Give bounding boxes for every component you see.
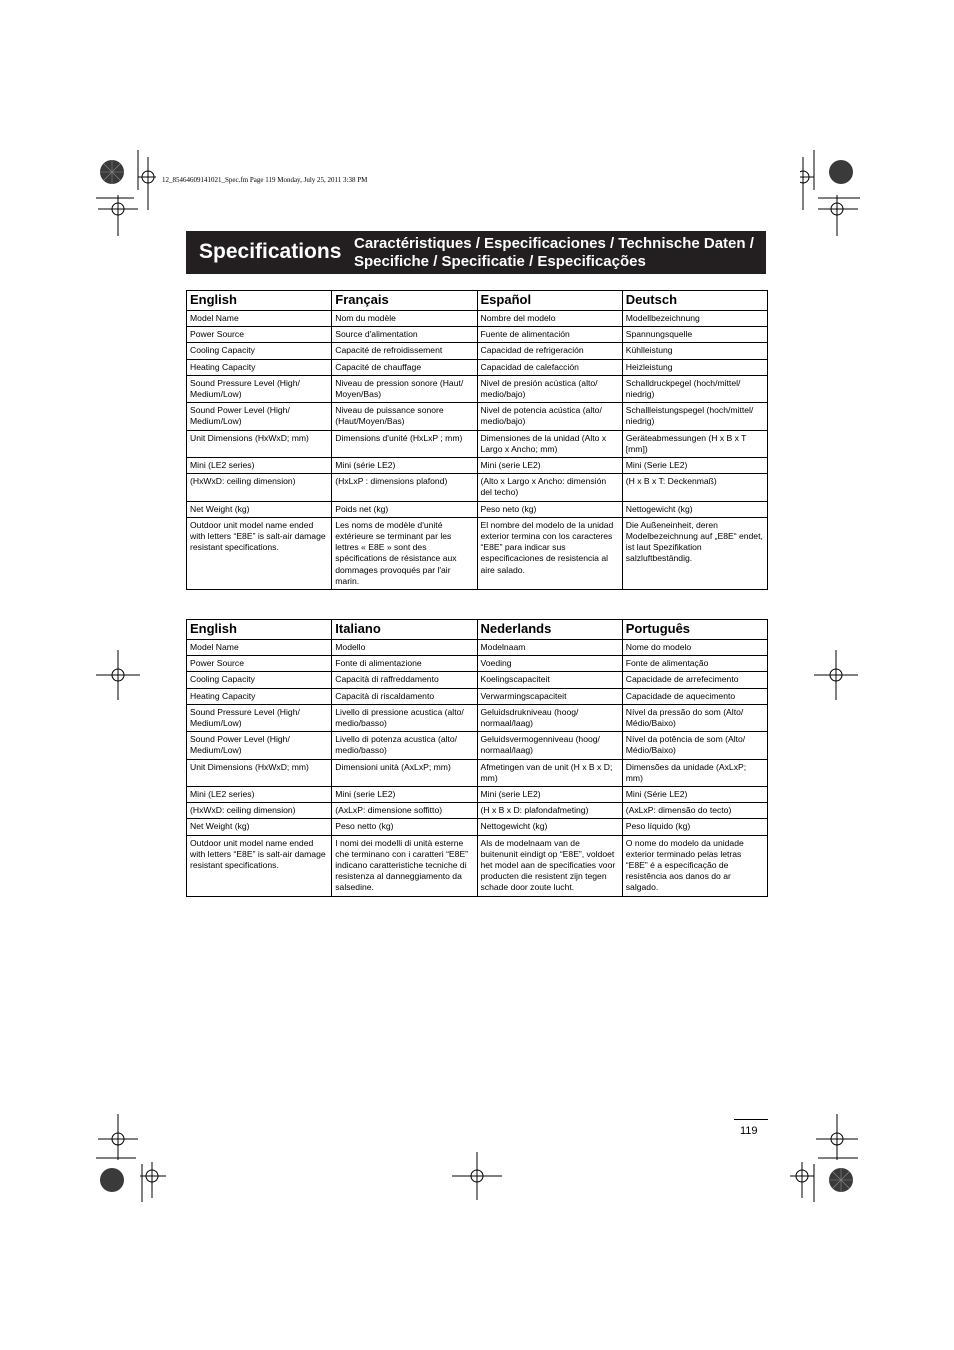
table-cell: Livello di pressione acustica (alto/ medio/basso) (332, 704, 477, 731)
table-cell: Dimensiones de la unidad (Alto x Largo x Ancho; mm) (477, 430, 622, 457)
table-cell: Niveau de puissance sonore (Haut/Moyen/Bas) (332, 403, 477, 430)
table-row (187, 403, 768, 430)
table-row (187, 803, 768, 819)
table-cell: Verwarmingscapaciteit (477, 688, 622, 704)
table-cell: Mini (LE2 series) (187, 458, 332, 474)
table-cell: Nível da potência de som (Alto/ Médio/Baixo) (622, 732, 767, 759)
table-cell: Voeding (477, 656, 622, 672)
table-row (187, 656, 768, 672)
registration-mark-bottom-center (452, 1150, 502, 1200)
table-cell: (HxLxP : dimensions plafond) (332, 474, 477, 501)
column-header-portugues: Português (622, 620, 767, 640)
table-cell: (AxLxP: dimensão do tecto) (622, 803, 767, 819)
table-row (187, 375, 768, 402)
table-cell: (H x B x T: Deckenmaß) (622, 474, 767, 501)
table-cell: Dimensioni unità (AxLxP; mm) (332, 759, 477, 786)
table-cell: Geluidsdrukniveau (hoog/ normaal/laag) (477, 704, 622, 731)
table-cell: Sound Power Level (High/ Medium/Low) (187, 732, 332, 759)
table-cell: Schalldruckpegel (hoch/mittel/ niedrig) (622, 375, 767, 402)
table-cell: Model Name (187, 311, 332, 327)
column-header-espanol: Español (477, 291, 622, 311)
table-cell: Modello (332, 640, 477, 656)
table-cell: Mini (serie LE2) (332, 787, 477, 803)
table-cell: Niveau de pression sonore (Haut/ Moyen/Bas) (332, 375, 477, 402)
table-body (187, 640, 768, 897)
table-cell: Peso netto (kg) (332, 819, 477, 835)
table-cell: I nomi dei modelli di unità esterne che terminano con i caratteri “E8E” indicano caratteristiche tecniche di resistenza al danneggiamento da salsedine. (332, 835, 477, 896)
table-cell: Power Source (187, 656, 332, 672)
table-cell: Peso neto (kg) (477, 501, 622, 517)
table-cell: Cooling Capacity (187, 343, 332, 359)
table-row (187, 732, 768, 759)
table-cell: O nome do modelo da unidade exterior terminado pelas letras “E8E” é a especificação de resistência aos danos do ar salgado. (622, 835, 767, 896)
table-cell: Nombre del modelo (477, 311, 622, 327)
table-cell: Mini (serie LE2) (477, 458, 622, 474)
registration-mark-bottom-right (790, 1112, 860, 1202)
table-cell: Als de modelnaam van de buitenunit eindigt op “E8E”, voldoet het model aan de specificaties voor producten die resistent zijn tegen schade door zoute lucht. (477, 835, 622, 896)
table-cell: Poids net (kg) (332, 501, 477, 517)
section-header-bar (186, 231, 766, 274)
table-cell: Afmetingen van de unit (H x B x D; mm) (477, 759, 622, 786)
table-cell: Mini (serie LE2) (477, 787, 622, 803)
table-cell: Kühlleistung (622, 343, 767, 359)
page-number-rule (734, 1119, 768, 1120)
table-cell: Koelingscapaciteit (477, 672, 622, 688)
table-cell: Heating Capacity (187, 359, 332, 375)
table-cell: Geräteabmessungen (H x B x T [mm]) (622, 430, 767, 457)
table-cell: Outdoor unit model name ended with letters “E8E” is salt-air damage resistant specifications. (187, 835, 332, 896)
table-header-row (187, 291, 768, 311)
column-header-nederlands: Nederlands (477, 620, 622, 640)
table-cell: Capacidade de aquecimento (622, 688, 767, 704)
table-cell: Power Source (187, 327, 332, 343)
table-row (187, 430, 768, 457)
table-cell: Cooling Capacity (187, 672, 332, 688)
table-row (187, 343, 768, 359)
table-row (187, 458, 768, 474)
table-row (187, 517, 768, 589)
table-cell: Nivel de potencia acústica (alto/ medio/bajo) (477, 403, 622, 430)
table-cell: Capacité de chauffage (332, 359, 477, 375)
page-subtitle-line-1: Caractéristiques / Especificaciones / Technische Daten / (354, 235, 754, 252)
table-cell: Heizleistung (622, 359, 767, 375)
table-cell: Modellbezeichnung (622, 311, 767, 327)
table-cell: Net Weight (kg) (187, 819, 332, 835)
table-cell: Nom du modèle (332, 311, 477, 327)
table-row (187, 704, 768, 731)
table-cell: Nome do modelo (622, 640, 767, 656)
table-cell: Nettogewicht (kg) (622, 501, 767, 517)
registration-mark-middle-left (96, 650, 140, 700)
table-cell: Capacità di riscaldamento (332, 688, 477, 704)
table-row (187, 688, 768, 704)
column-header-francais: Français (332, 291, 477, 311)
table-cell: Sound Power Level (High/ Medium/Low) (187, 403, 332, 430)
table-cell: Fuente de alimentación (477, 327, 622, 343)
registration-mark-middle-right (814, 650, 858, 700)
table-cell: Heating Capacity (187, 688, 332, 704)
column-header-deutsch: Deutsch (622, 291, 767, 311)
table-row (187, 835, 768, 896)
table-cell: (HxWxD: ceiling dimension) (187, 803, 332, 819)
page-number: 119 (740, 1125, 758, 1137)
table-cell: (AxLxP: dimensione soffitto) (332, 803, 477, 819)
registration-mark-top-left (96, 150, 156, 240)
table-cell: El nombre del modelo de la unidad exterior termina con los caracteres “E8E” para indicar sus especificaciones de resistencia al aire salado. (477, 517, 622, 589)
table-body (187, 311, 768, 590)
column-header-english: English (187, 620, 332, 640)
table-row (187, 501, 768, 517)
table-row (187, 640, 768, 656)
table-row (187, 819, 768, 835)
table-cell: Fonte de alimentação (622, 656, 767, 672)
table-cell: Dimensões da unidade (AxLxP; mm) (622, 759, 767, 786)
table-cell: Spannungsquelle (622, 327, 767, 343)
table-cell: Unit Dimensions (HxWxD; mm) (187, 430, 332, 457)
table-header-row (187, 620, 768, 640)
spec-table-en-fr-es-de (186, 290, 768, 590)
table-cell: Capacidad de refrigeración (477, 343, 622, 359)
table-row (187, 787, 768, 803)
table-cell: Modelnaam (477, 640, 622, 656)
table-cell: Nível da pressão do som (Alto/ Médio/Baixo) (622, 704, 767, 731)
table-row (187, 311, 768, 327)
table-cell: Unit Dimensions (HxWxD; mm) (187, 759, 332, 786)
table-cell: Sound Pressure Level (High/ Medium/Low) (187, 375, 332, 402)
table-cell: Fonte di alimentazione (332, 656, 477, 672)
table-cell: Mini (LE2 series) (187, 787, 332, 803)
table-cell: Die Außeneinheit, deren Modelbezeichnung auf „E8E“ endet, ist laut Spezifikation salzluftbeständig. (622, 517, 767, 589)
table-row (187, 672, 768, 688)
table-row (187, 327, 768, 343)
page-subtitle-line-2: Specifiche / Specificatie / Especificações (354, 253, 646, 270)
column-header-english: English (187, 291, 332, 311)
table-cell: Mini (Série LE2) (622, 787, 767, 803)
table-cell: Capacidade de arrefecimento (622, 672, 767, 688)
table-row (187, 759, 768, 786)
registration-mark-bottom-left (96, 1112, 166, 1202)
table-cell: Les noms de modèle d'unité extérieure se terminant par les lettres « E8E » sont des spécifications de résistance aux dommages provoqués par l'air marin. (332, 517, 477, 589)
table-row (187, 474, 768, 501)
page-subtitle (354, 235, 754, 271)
table-cell: Capacidad de calefacción (477, 359, 622, 375)
table-cell: Model Name (187, 640, 332, 656)
table-cell: Capacité de refroidissement (332, 343, 477, 359)
table-cell: Dimensions d'unité (HxLxP ; mm) (332, 430, 477, 457)
table-cell: (H x B x D: plafondafmeting) (477, 803, 622, 819)
table-cell: Peso líquido (kg) (622, 819, 767, 835)
table-row (187, 359, 768, 375)
column-header-italiano: Italiano (332, 620, 477, 640)
table-cell: Capacità di raffreddamento (332, 672, 477, 688)
table-cell: Net Weight (kg) (187, 501, 332, 517)
table-cell: Geluidsvermogenniveau (hoog/ normaal/laag) (477, 732, 622, 759)
table-cell: Livello di potenza acustica (alto/ medio/basso) (332, 732, 477, 759)
table-cell: Outdoor unit model name ended with letters “E8E” is salt-air damage resistant specifications. (187, 517, 332, 589)
table-cell: Nettogewicht (kg) (477, 819, 622, 835)
table-cell: Nivel de presión acústica (alto/ medio/bajo) (477, 375, 622, 402)
table-cell: Sound Pressure Level (High/ Medium/Low) (187, 704, 332, 731)
registration-mark-top-right (800, 150, 860, 240)
table-cell: Source d'alimentation (332, 327, 477, 343)
table-cell: Mini (Serie LE2) (622, 458, 767, 474)
page-title: Specifications (199, 240, 342, 263)
file-info-line: 12_85464609141021_Spec.fm Page 119 Monday, July 25, 2011 3:38 PM (162, 176, 368, 184)
table-cell: (Alto x Largo x Ancho: dimensión del techo) (477, 474, 622, 501)
table-cell: (HxWxD: ceiling dimension) (187, 474, 332, 501)
spec-table-en-it-nl-pt (186, 619, 768, 897)
table-cell: Mini (série LE2) (332, 458, 477, 474)
table-cell: Schallleistungspegel (hoch/mittel/ niedrig) (622, 403, 767, 430)
